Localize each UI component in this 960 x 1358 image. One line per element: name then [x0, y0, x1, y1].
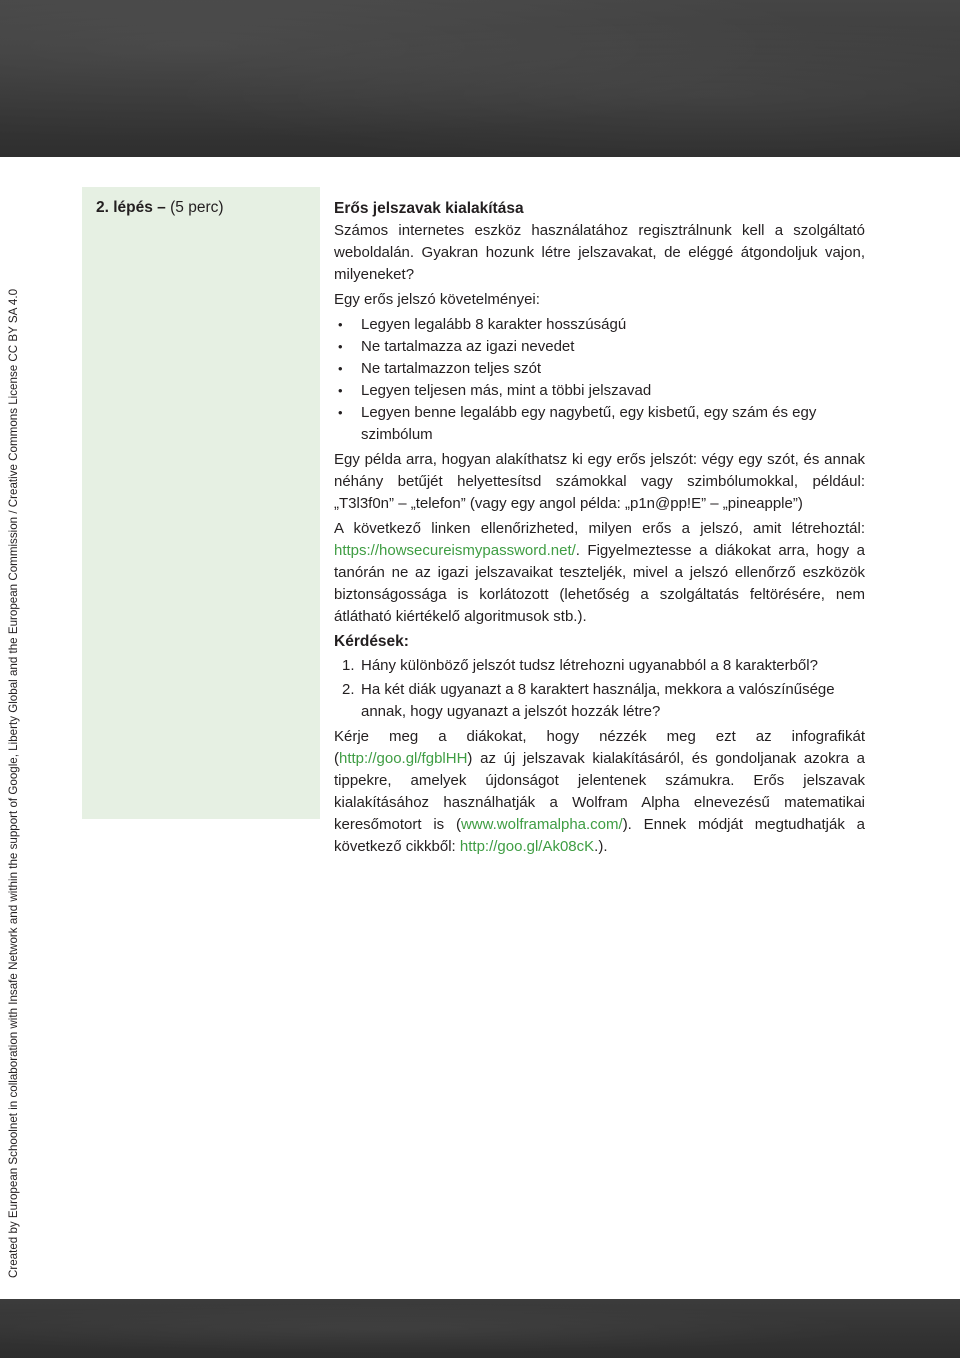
- section-heading: Erős jelszavak kialakítása: [334, 200, 524, 217]
- closing-text-4: .).: [594, 838, 608, 855]
- list-item: • Legyen benne legalább egy nagybetű, egy kisbetű, egy szám és egy szimbólum: [334, 402, 865, 446]
- infographic-link[interactable]: http://goo.gl/fgblHH: [339, 750, 468, 767]
- closing-paragraph: [334, 726, 865, 858]
- step-sidebar-box: [82, 187, 320, 819]
- wolfram-link[interactable]: www.wolframalpha.com/: [460, 816, 623, 833]
- closing-text-1: Kérje meg a diákokat, hogy nézzék meg ezt az infografikát (: [334, 728, 865, 767]
- question-number: 1.: [342, 657, 355, 674]
- step-number: 2. lépés –: [96, 199, 166, 216]
- password-check-link[interactable]: https://howsecureismypassword.net/: [334, 542, 576, 559]
- lesson-content: [334, 198, 865, 861]
- header-chalkboard-banner: [0, 0, 960, 157]
- example-paragraph: Egy példa arra, hogyan alakíthatsz ki egy erős jelszót: végy egy szót, és annak néhány betűjét helyettesítsd számokkal vagy szimbólumokkal, például: „T3l3f0n” – „telefon” (vagy egy angol példa: „p1n@pp!E” – „pineapple”): [334, 451, 865, 512]
- list-item: • Ne tartalmazzon teljes szót: [334, 358, 865, 380]
- license-credit: Created by European Schoolnet in collaboration with Insafe Network and within the support of Google, Liberty Global and the European Commission / Creative Commons License CC BY SA 4.0: [7, 288, 20, 1278]
- step-title: [96, 199, 224, 217]
- question-number: 2.: [342, 681, 355, 698]
- requirements-label: Egy erős jelszó követelményei:: [334, 291, 540, 308]
- article-link[interactable]: http://goo.gl/Ak08cK: [459, 838, 595, 855]
- question-text: Hány különböző jelszót tudsz létrehozni ugyanabból a 8 karakterből?: [361, 657, 818, 674]
- list-item: • Legyen legalább 8 karakter hosszúságú: [334, 314, 865, 336]
- step-duration: (5 perc): [170, 199, 224, 216]
- closing-text-3: ). Ennek módját megtudhatják a következő cikkből:: [334, 816, 865, 855]
- list-item: • Legyen teljesen más, mint a többi jelszavad: [334, 380, 865, 402]
- questions-list: [334, 655, 865, 723]
- closing-text-2: ) az új jelszavak kialakításáról, és gondoljanak azokra a tippekre, amelyek újdonságot jelentenek számukra. Erős jelszavak kialakításához használhatják a Wolfram Alpha elnevezésű matematikai keresőmotort is (: [334, 750, 865, 833]
- intro-paragraph: Számos internetes eszköz használatához regisztrálnunk kell a szolgáltató weboldalán. Gyakran hozunk létre jelszavakat, de eléggé átgondoljuk vajon, milyeneket?: [334, 222, 865, 283]
- list-item: • Ne tartalmazza az igazi nevedet: [334, 336, 865, 358]
- check-paragraph: [334, 518, 865, 628]
- list-item: [334, 679, 865, 723]
- check-text: A következő linken ellenőrizheted, milyen erős a jelszó, amit létrehoztál:: [334, 520, 865, 537]
- requirements-list: [334, 314, 865, 446]
- footer-chalkboard-banner: [0, 1299, 960, 1358]
- questions-heading: Kérdések:: [334, 633, 409, 650]
- question-text: Ha két diák ugyanazt a 8 karaktert használja, mekkora a valószínűsége annak, hogy ugyanazt a jelszót hozzák létre?: [361, 681, 835, 720]
- check-after-text: . Figyelmeztesse a diákokat arra, hogy a tanórán ne az igazi jelszavaikat teszteljék, mivel a jelszó ellenőrző eszközök biztonságossága is korlátozott (lehetőség a szolgáltatás feltörésére, nem átlátható kiértékelő algoritmusok stb.).: [334, 542, 865, 625]
- list-item: [334, 655, 865, 677]
